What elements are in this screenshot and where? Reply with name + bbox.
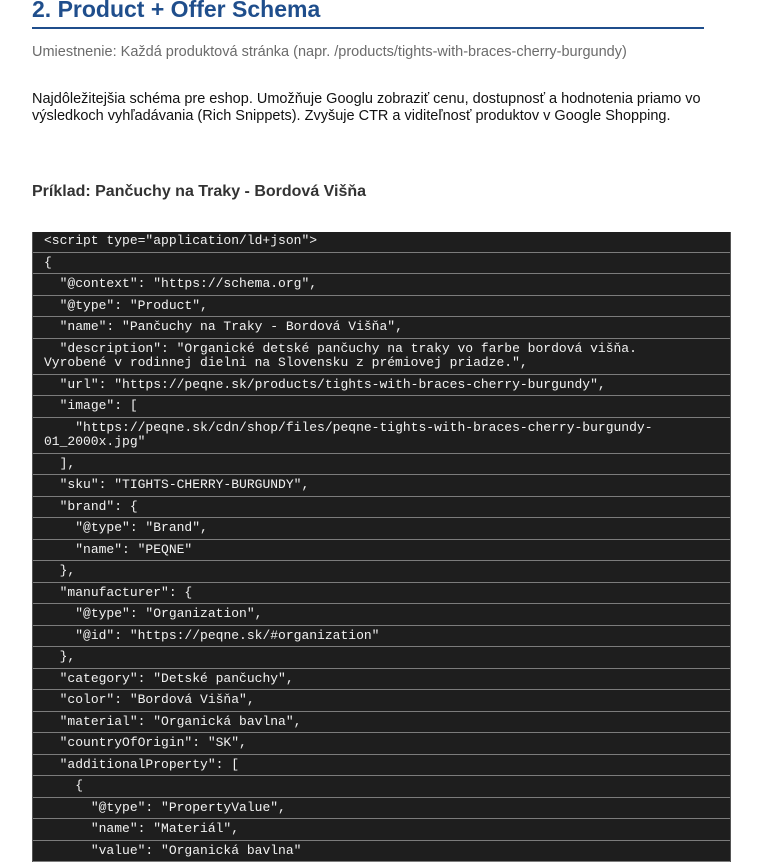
code-line: "material": "Organická bavlna", <box>33 712 730 734</box>
code-line: "@id": "https://peqne.sk/#organization" <box>33 626 730 648</box>
code-block <box>32 232 731 862</box>
code-line: "name": "Materiál", <box>33 819 730 841</box>
code-line: "description": "Organické detské pančuchy na traky vo farbe bordová višňa. Vyrobené v rodinnej dielni na Slovensku z prémiovej priadze.", <box>33 339 730 375</box>
code-line: "@type": "Brand", <box>33 518 730 540</box>
code-line: "image": [ <box>33 396 730 418</box>
code-line: <script type="application/ld+json"> <box>33 232 730 253</box>
code-line: "manufacturer": { <box>33 583 730 605</box>
code-line: "brand": { <box>33 497 730 519</box>
code-line: "@context": "https://schema.org", <box>33 274 730 296</box>
code-line: }, <box>33 647 730 669</box>
code-line: "name": "Pančuchy na Traky - Bordová Višňa", <box>33 317 730 339</box>
code-line: "@type": "PropertyValue", <box>33 798 730 820</box>
code-line: "category": "Detské pančuchy", <box>33 669 730 691</box>
code-line: "name": "PEQNE" <box>33 540 730 562</box>
title-divider <box>32 27 704 29</box>
code-line: "@type": "Product", <box>33 296 730 318</box>
code-line: ], <box>33 454 730 476</box>
code-line: "countryOfOrigin": "SK", <box>33 733 730 755</box>
code-line: { <box>33 776 730 798</box>
section-title: 2. Product + Offer Schema <box>32 0 320 23</box>
code-line: "https://peqne.sk/cdn/shop/files/peqne-tights-with-braces-cherry-burgundy- 01_2000x.jpg" <box>33 418 730 454</box>
example-heading: Príklad: Pančuchy na Traky - Bordová Višňa <box>32 183 366 201</box>
intro-paragraph: Najdôležitejšia schéma pre eshop. Umožňuje Googlu zobraziť cenu, dostupnosť a hodnotenia priamo vo výsledkoch vyhľadávania (Rich Snippets). Zvyšuje CTR a viditeľnosť produktov v Google Shopping. <box>32 91 722 125</box>
code-line: { <box>33 253 730 275</box>
code-line: }, <box>33 561 730 583</box>
code-line: "value": "Organická bavlna" <box>33 841 730 862</box>
code-line: "@type": "Organization", <box>33 604 730 626</box>
placement-note: Umiestnenie: Každá produktová stránka (napr. /products/tights-with-braces-cherry-burgundy) <box>32 44 627 60</box>
code-line: "url": "https://peqne.sk/products/tights-with-braces-cherry-burgundy", <box>33 375 730 397</box>
code-line: "additionalProperty": [ <box>33 755 730 777</box>
code-line: "color": "Bordová Višňa", <box>33 690 730 712</box>
code-line: "sku": "TIGHTS-CHERRY-BURGUNDY", <box>33 475 730 497</box>
